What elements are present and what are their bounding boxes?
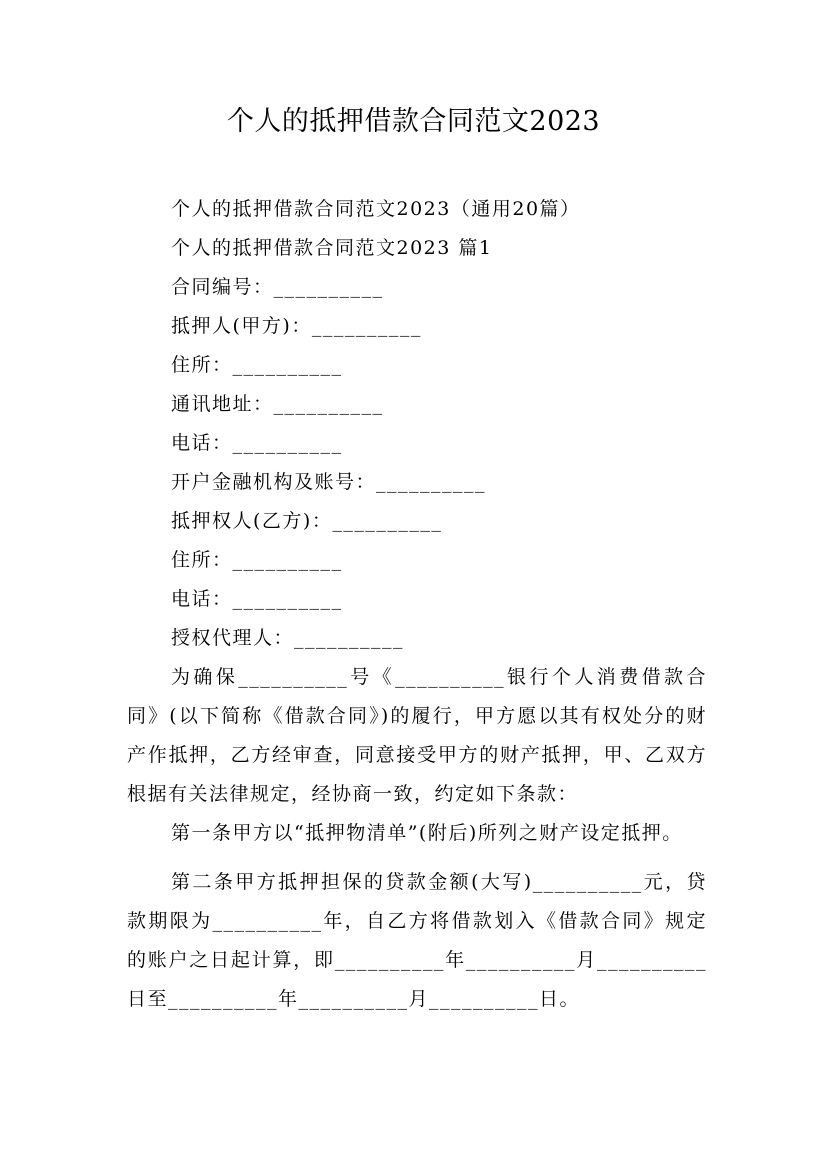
paragraph-preamble: 为确保__________号《__________银行个人消费借款合同》(以下简称《借款合同》)的履行，甲方愿以其有权处分的财产作抵押，乙方经审查，同意接受甲方的财产抵押，甲、乙双方根据有关法律规定，经协商一致，约定如下条款： [127,666,707,805]
field-label: 授权代理人： [171,627,295,649]
paragraph-article-2: 第二条甲方抵押担保的贷款金额(大写)__________元，贷款期限为__________年，自乙方将借款划入《借款合同》规定的账户之日起计算，即__________年__________月__________日至__________年__________月__________日。 [127,871,707,1010]
field-mailing-address [127,385,707,424]
section-heading: 个人的抵押借款合同范文2023 篇1 [171,237,493,259]
field-blank: __________ [294,627,405,649]
field-mortgagee-phone [127,580,707,619]
field-label: 住所： [171,549,233,571]
field-blank: __________ [332,510,443,532]
field-blank: __________ [311,315,422,337]
paragraph-article-1: 第一条甲方以“抵押物清单”(附后)所列之财产设定抵押。 [171,822,683,844]
field-blank: __________ [232,588,343,610]
field-mortgagor [127,307,707,346]
field-label: 电话： [171,432,233,454]
field-blank: __________ [273,393,384,415]
field-mortgagee [127,502,707,541]
field-label: 抵押人(甲方)： [171,315,312,337]
field-contract-number [127,268,707,307]
field-label: 抵押权人(乙方)： [171,510,333,532]
field-label: 通讯地址： [171,393,274,415]
field-blank: __________ [376,471,487,493]
field-blank: __________ [232,354,343,376]
field-blank: __________ [232,432,343,454]
document-title: 个人的抵押借款合同范文2023 [226,106,601,137]
document-body [127,190,707,1019]
document-subtitle: 个人的抵押借款合同范文2023（通用20篇） [171,198,581,220]
field-blank: __________ [273,276,384,298]
field-mortgagor-phone [127,424,707,463]
field-label: 住所： [171,354,233,376]
field-bank-account [127,463,707,502]
field-mortgagor-address [127,346,707,385]
field-blank: __________ [232,549,343,571]
field-mortgagee-address [127,541,707,580]
field-label: 合同编号： [171,276,274,298]
field-label: 电话： [171,588,233,610]
field-authorized-agent [127,619,707,658]
field-label: 开户金融机构及账号： [171,471,377,493]
